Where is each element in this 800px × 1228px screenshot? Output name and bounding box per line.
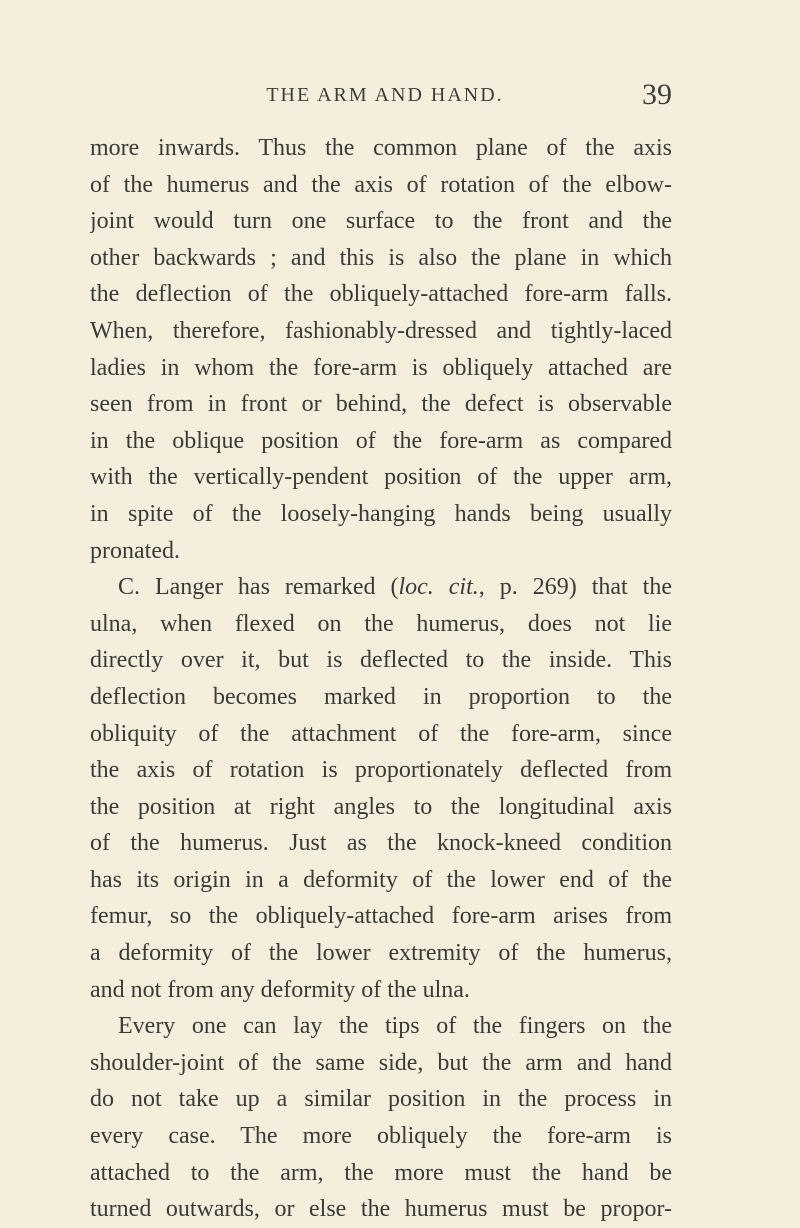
text-line: more inwards. Thus the common plane of the axis xyxy=(90,135,672,161)
text-line: attached to the arm, the more must the hand be xyxy=(90,1159,672,1186)
text-line: has its origin in a deformity of the lower end of the xyxy=(90,866,672,893)
text-line: do not take up a similar position in the process in xyxy=(90,1086,672,1113)
text-line: of the humerus. Just as the knock-kneed condition xyxy=(90,830,672,857)
text-line: When, therefore, fashionably-dressed and tightly-laced xyxy=(90,317,672,344)
text-line: ladies in whom the fore-arm is obliquely attached are xyxy=(90,354,672,381)
text-line: ulna, when flexed on the humerus, does not lie xyxy=(90,610,672,637)
text-line: of the humerus and the axis of rotation of the elbow- xyxy=(90,171,672,198)
text-line: with the vertically-pendent position of the upper arm, xyxy=(90,464,672,491)
text-line: joint would turn one surface to the front and the xyxy=(90,208,672,235)
text-line: Every one can lay the tips of the fingers on the xyxy=(118,1013,672,1040)
citation-trail-text: , p. 269) that the xyxy=(478,574,672,601)
citation-lead-text: C. Langer has remarked ( xyxy=(118,574,399,601)
body-text xyxy=(90,130,672,1228)
text-line: shoulder-joint of the same side, but the arm and hand xyxy=(90,1049,672,1076)
text-line: the axis of rotation is proportionately deflected from xyxy=(90,757,672,784)
text-line: the deflection of the obliquely-attached fore-arm falls. xyxy=(90,281,672,308)
text-line: in spite of the loosely-hanging hands being usually xyxy=(90,500,672,527)
text-line: and not from any deformity of the ulna. xyxy=(90,976,470,1003)
running-title: THE ARM AND HAND. xyxy=(266,84,504,106)
text-line: every case. The more obliquely the fore-arm is xyxy=(90,1123,672,1150)
text-line: a deformity of the lower extremity of the humerus, xyxy=(90,940,672,967)
running-head xyxy=(98,78,672,114)
text-line: directly over it, but is deflected to the inside. This xyxy=(90,647,672,674)
text-line: turned outwards, or else the humerus must be propor- xyxy=(90,1196,672,1223)
text-line: deflection becomes marked in proportion to the xyxy=(90,683,672,710)
text-line: the position at right angles to the longitudinal axis xyxy=(90,793,672,820)
text-line: femur, so the obliquely-attached fore-arm arises from xyxy=(90,903,672,930)
text-line-with-citation xyxy=(90,569,672,606)
text-line: seen from in front or behind, the defect is observable xyxy=(90,391,672,418)
text-line: in the oblique position of the fore-arm as compared xyxy=(90,427,672,454)
page-number: 39 xyxy=(642,78,672,111)
text-line: other backwards ; and this is also the plane in which xyxy=(90,244,672,271)
text-line: pronated. xyxy=(90,537,180,564)
citation-italic: loc. cit. xyxy=(398,574,479,601)
text-line: obliquity of the attachment of the fore-arm, since xyxy=(90,720,672,747)
